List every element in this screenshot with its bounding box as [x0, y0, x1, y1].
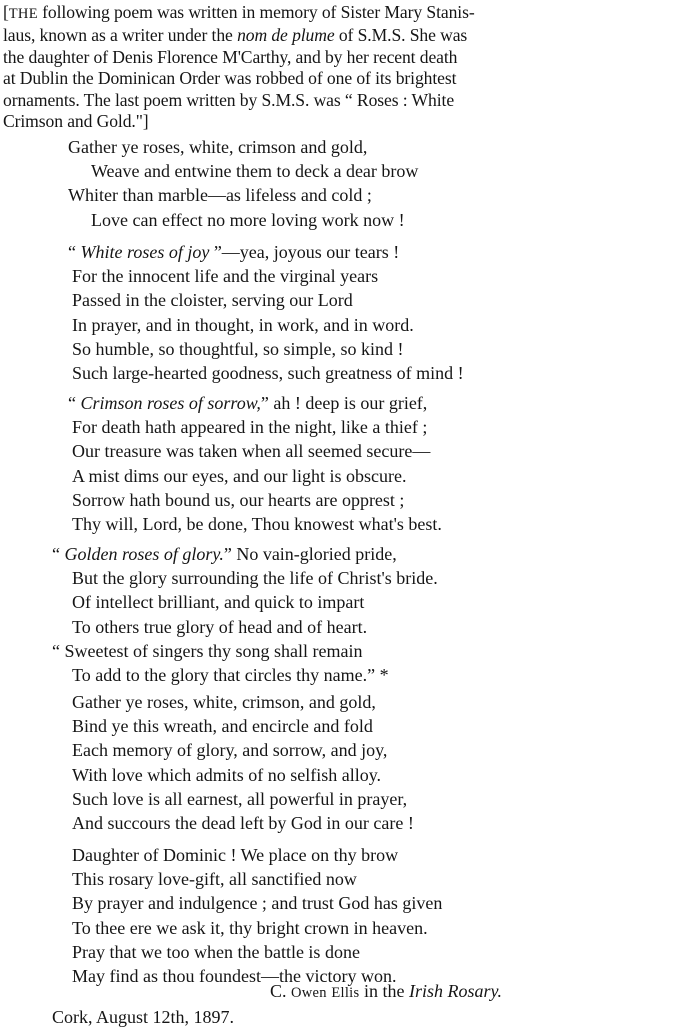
intro-line-1-text: following poem was written in memory of Sister Mary Stanis- — [37, 2, 475, 22]
intro-line-2 — [3, 25, 681, 46]
verse-line: Daughter of Dominic ! We place on thy brow — [72, 845, 399, 865]
verse-line: To add to the glory that circles thy name.” * — [72, 665, 389, 685]
verse-line: Gather ye roses, white, crimson and gold, — [68, 137, 368, 157]
verse-line: In prayer, and in thought, in work, and in word. — [72, 314, 414, 335]
intro-line-1 — [3, 2, 681, 25]
verse-line: So humble, so thoughtful, so simple, so kind ! — [72, 338, 404, 359]
nom-de-plume-italic: nom de plume — [237, 25, 335, 46]
verse-line: To thee ere we ask it, thy bright crown in heaven. — [72, 917, 428, 938]
intro-line-6: Crimson and Gold."] — [3, 111, 149, 132]
verse-italic-phrase: Crimson roses of sorrow, — [80, 393, 261, 413]
verse-open-quote: “ — [68, 242, 81, 262]
open-bracket: [ — [3, 2, 9, 22]
verse-open-quote: “ — [68, 393, 81, 413]
verse-line: Thy will, Lord, be done, Thou knowest what's best. — [72, 514, 442, 534]
dateline: Cork, August 12th, 1897. — [52, 1007, 235, 1027]
author-initial: C. — [270, 981, 287, 1001]
verse-line: A mist dims our eyes, and our light is obscure. — [72, 465, 407, 486]
verse-line-rest: ”—yea, joyous our tears ! — [209, 242, 400, 262]
author-last-name: Ellis — [331, 985, 360, 1001]
verse-line: Each memory of glory, and sorrow, and joy, — [72, 740, 388, 761]
verse-italic-phrase: Golden roses of glory. — [64, 544, 224, 564]
verse-line-rest: ” ah ! deep is our grief, — [260, 393, 428, 413]
intro-smallcaps-word: THE — [8, 6, 38, 22]
verse-line — [68, 241, 399, 263]
verse-line: And succours the dead left by God in our care ! — [72, 813, 414, 833]
verse-line: For the innocent life and the virginal years — [72, 266, 379, 287]
publication-name: Irish Rosary. — [408, 981, 502, 1001]
verse-line: Bind ye this wreath, and encircle and fold — [72, 716, 373, 737]
intro-line-5: ornaments. The last poem written by S.M.S. was “ Roses : White — [3, 89, 455, 110]
intro-paragraph — [3, 2, 681, 132]
intro-line-3: the daughter of Denis Florence M'Carthy, and by her recent death — [3, 46, 458, 67]
verse-line: Pray that we too when the battle is done — [72, 941, 360, 962]
verse-line: Such large-hearted goodness, such greatness of mind ! — [72, 363, 464, 383]
verse-line: By prayer and indulgence ; and trust God has given — [72, 893, 443, 914]
intro-line-4: at Dublin the Dominican Order was robbed of one of its brightest — [3, 68, 457, 89]
verse-line: May find as thou foundest—the victory won. — [72, 966, 397, 986]
verse-line: Passed in the cloister, serving our Lord — [72, 290, 353, 311]
verse-line: “ Sweetest of singers thy song shall remain — [52, 640, 363, 661]
verse-line: This rosary love-gift, all sanctified now — [72, 869, 357, 890]
verse-italic-phrase: White roses of joy — [80, 242, 210, 262]
verse-line: Love can effect no more loving work now ! — [91, 209, 405, 230]
verse-line: Of intellect brilliant, and quick to impart — [72, 592, 365, 613]
verse-line: With love which admits of no selfish alloy. — [72, 764, 382, 785]
verse-line: Such love is all earnest, all powerful in prayer, — [72, 788, 408, 809]
verse-line — [68, 392, 427, 414]
signature — [270, 981, 502, 1002]
verse-line: Sorrow hath bound us, our hearts are opprest ; — [72, 489, 405, 510]
intro-line-2-text-a: laus, known as a writer under the — [3, 25, 238, 46]
verse-line: To others true glory of head and of heart. — [72, 616, 368, 637]
signature-mid: in the — [359, 981, 409, 1001]
verse-line: For death hath appeared in the night, like a thief ; — [72, 417, 428, 438]
verse-line: Whiter than marble—as lifeless and cold ; — [68, 185, 372, 206]
verse-line: But the glory surrounding the life of Christ's bride. — [72, 568, 438, 589]
verse-line-rest: ” No vain-gloried pride, — [223, 544, 397, 564]
verse-line: Weave and entwine them to deck a dear brow — [91, 161, 419, 182]
author-first-name: Owen — [291, 985, 327, 1001]
verse-line: Our treasure was taken when all seemed secure— — [72, 441, 431, 462]
verse-line: Gather ye roses, white, crimson, and gold, — [72, 692, 376, 712]
intro-line-2-text-c: of S.M.S. She was — [334, 25, 468, 46]
verse-line — [52, 543, 397, 565]
verse-open-quote: “ — [52, 544, 65, 564]
